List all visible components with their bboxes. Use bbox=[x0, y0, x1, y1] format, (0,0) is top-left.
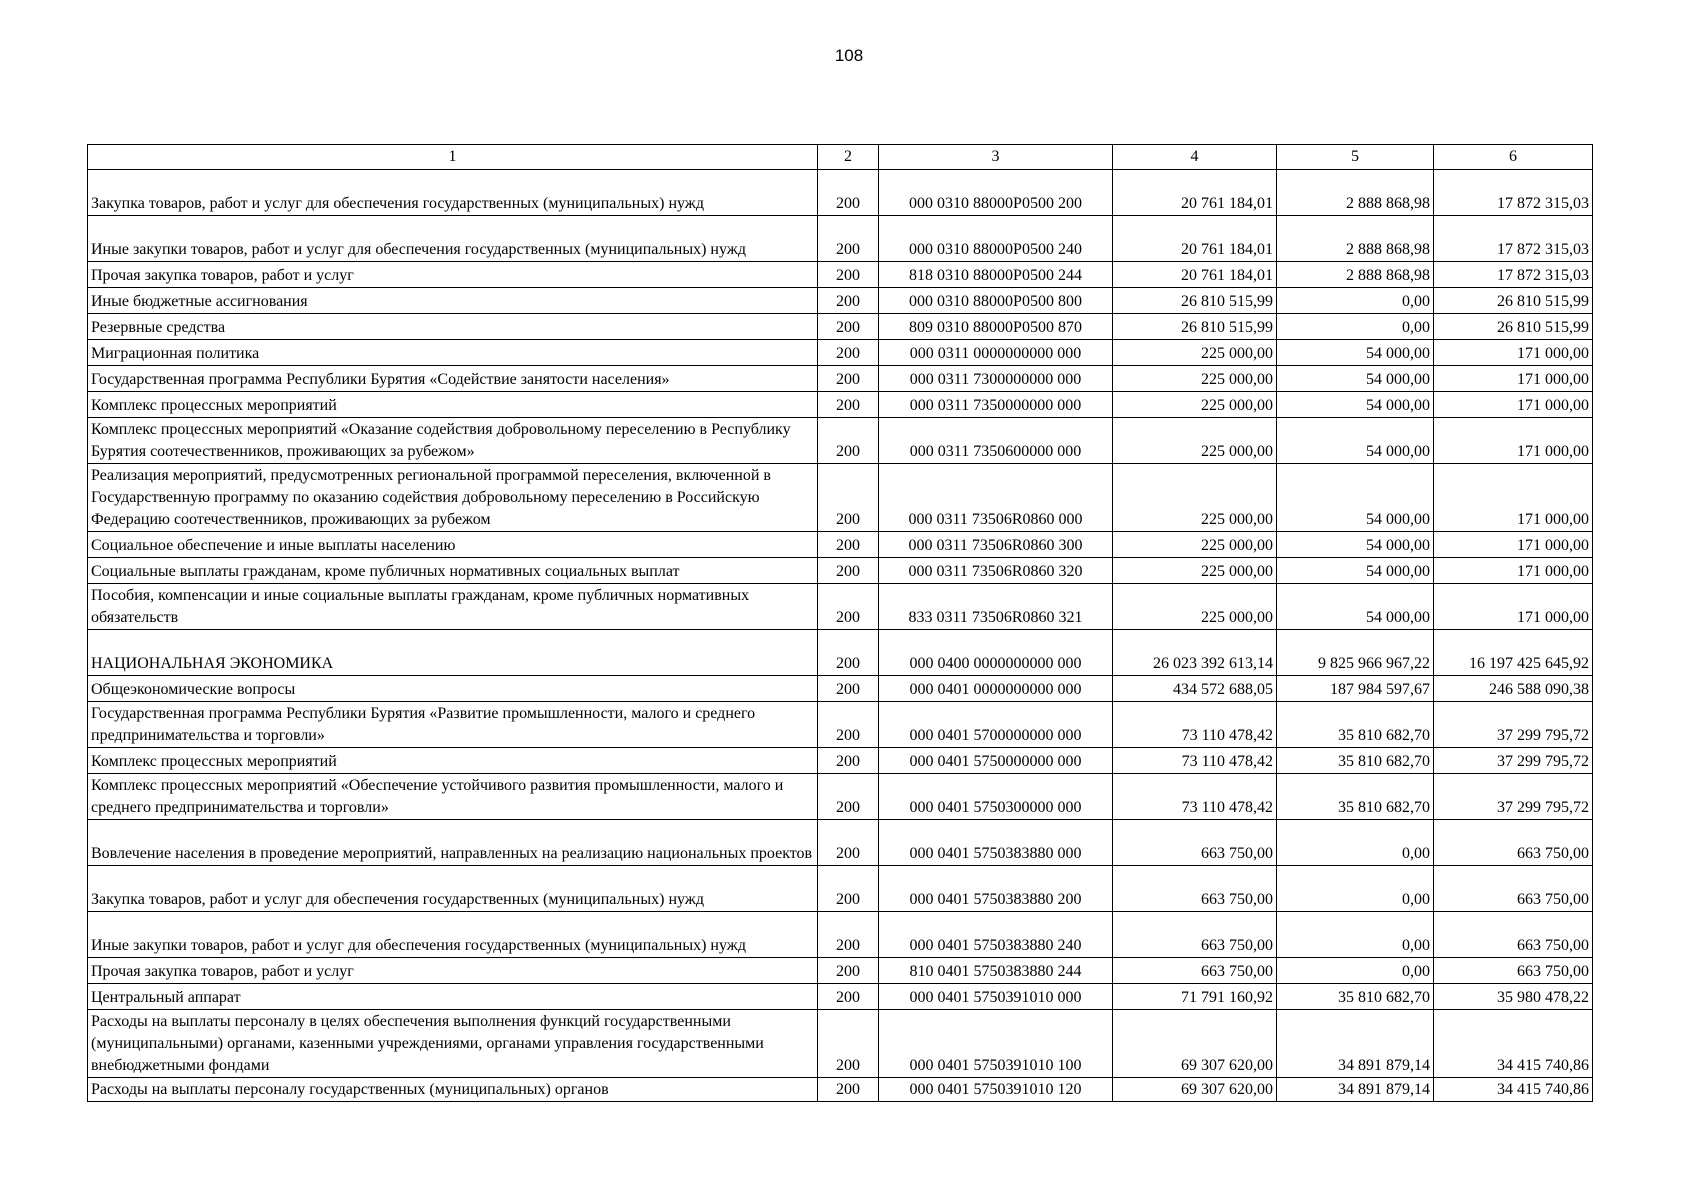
row-column-6-value: 171 000,00 bbox=[1434, 340, 1593, 366]
row-column-5-value: 0,00 bbox=[1277, 912, 1434, 958]
table-row bbox=[88, 866, 1593, 912]
row-column-4-value: 26 023 392 613,14 bbox=[1113, 630, 1277, 676]
row-column-5-value: 2 888 868,98 bbox=[1277, 216, 1434, 262]
row-column-6-value: 34 415 740,86 bbox=[1434, 1078, 1593, 1102]
row-column-5-value: 35 810 682,70 bbox=[1277, 984, 1434, 1010]
row-grbs-code: 200 bbox=[818, 464, 879, 532]
row-name: Закупка товаров, работ и услуг для обеспечения государственных (муниципальных) нужд bbox=[88, 170, 818, 216]
row-column-6-value: 17 872 315,03 bbox=[1434, 170, 1593, 216]
row-grbs-code: 200 bbox=[818, 630, 879, 676]
row-budget-code: 000 0311 73506R0860 300 bbox=[879, 532, 1113, 558]
row-column-6-value: 246 588 090,38 bbox=[1434, 676, 1593, 702]
row-column-6-value: 37 299 795,72 bbox=[1434, 748, 1593, 774]
table-row bbox=[88, 418, 1593, 464]
row-name: Комплекс процессных мероприятий bbox=[88, 748, 818, 774]
column-header-6: 6 bbox=[1434, 145, 1593, 170]
row-name: Закупка товаров, работ и услуг для обеспечения государственных (муниципальных) нужд bbox=[88, 866, 818, 912]
column-header-1: 1 bbox=[88, 145, 818, 170]
row-budget-code: 000 0311 0000000000 000 bbox=[879, 340, 1113, 366]
row-column-6-value: 34 415 740,86 bbox=[1434, 1010, 1593, 1078]
row-budget-code: 809 0310 88000Р0500 870 bbox=[879, 314, 1113, 340]
row-column-5-value: 54 000,00 bbox=[1277, 418, 1434, 464]
row-name: Расходы на выплаты персоналу государственных (муниципальных) органов bbox=[88, 1078, 818, 1102]
row-column-5-value: 0,00 bbox=[1277, 820, 1434, 866]
row-column-4-value: 663 750,00 bbox=[1113, 820, 1277, 866]
row-name: Прочая закупка товаров, работ и услуг bbox=[88, 262, 818, 288]
row-column-6-value: 17 872 315,03 bbox=[1434, 216, 1593, 262]
page-number: 108 bbox=[834, 46, 864, 65]
row-name: Вовлечение населения в проведение мероприятий, направленных на реализацию национальных проектов bbox=[88, 820, 818, 866]
row-grbs-code: 200 bbox=[818, 366, 879, 392]
row-budget-code: 810 0401 5750383880 244 bbox=[879, 958, 1113, 984]
row-grbs-code: 200 bbox=[818, 748, 879, 774]
row-column-4-value: 225 000,00 bbox=[1113, 418, 1277, 464]
table-row bbox=[88, 1010, 1593, 1078]
row-column-6-value: 16 197 425 645,92 bbox=[1434, 630, 1593, 676]
row-column-5-value: 54 000,00 bbox=[1277, 366, 1434, 392]
table-row bbox=[88, 984, 1593, 1010]
row-grbs-code: 200 bbox=[818, 170, 879, 216]
row-budget-code: 000 0311 7350000000 000 bbox=[879, 392, 1113, 418]
row-grbs-code: 200 bbox=[818, 584, 879, 630]
row-budget-code: 000 0401 5750391010 120 bbox=[879, 1078, 1113, 1102]
row-column-6-value: 663 750,00 bbox=[1434, 958, 1593, 984]
row-column-5-value: 54 000,00 bbox=[1277, 392, 1434, 418]
row-grbs-code: 200 bbox=[818, 314, 879, 340]
row-column-4-value: 69 307 620,00 bbox=[1113, 1078, 1277, 1102]
row-budget-code: 000 0401 5750383880 200 bbox=[879, 866, 1113, 912]
table-row bbox=[88, 584, 1593, 630]
row-grbs-code: 200 bbox=[818, 866, 879, 912]
row-column-6-value: 663 750,00 bbox=[1434, 820, 1593, 866]
row-budget-code: 000 0311 7300000000 000 bbox=[879, 366, 1113, 392]
row-column-6-value: 26 810 515,99 bbox=[1434, 288, 1593, 314]
row-column-4-value: 225 000,00 bbox=[1113, 532, 1277, 558]
row-column-5-value: 34 891 879,14 bbox=[1277, 1010, 1434, 1078]
row-column-4-value: 225 000,00 bbox=[1113, 464, 1277, 532]
table-row bbox=[88, 748, 1593, 774]
row-column-5-value: 54 000,00 bbox=[1277, 532, 1434, 558]
row-column-4-value: 20 761 184,01 bbox=[1113, 216, 1277, 262]
row-column-4-value: 20 761 184,01 bbox=[1113, 170, 1277, 216]
row-column-5-value: 0,00 bbox=[1277, 866, 1434, 912]
row-column-4-value: 69 307 620,00 bbox=[1113, 1010, 1277, 1078]
row-column-4-value: 663 750,00 bbox=[1113, 958, 1277, 984]
row-column-4-value: 663 750,00 bbox=[1113, 912, 1277, 958]
table-row bbox=[88, 392, 1593, 418]
table-row bbox=[88, 676, 1593, 702]
column-header-5: 5 bbox=[1277, 145, 1434, 170]
row-grbs-code: 200 bbox=[818, 676, 879, 702]
row-grbs-code: 200 bbox=[818, 1078, 879, 1102]
row-column-4-value: 225 000,00 bbox=[1113, 558, 1277, 584]
row-column-5-value: 9 825 966 967,22 bbox=[1277, 630, 1434, 676]
row-budget-code: 000 0401 5750383880 000 bbox=[879, 820, 1113, 866]
row-name: Прочая закупка товаров, работ и услуг bbox=[88, 958, 818, 984]
row-column-4-value: 225 000,00 bbox=[1113, 340, 1277, 366]
row-budget-code: 000 0401 0000000000 000 bbox=[879, 676, 1113, 702]
table-header-row bbox=[88, 145, 1593, 170]
row-column-6-value: 171 000,00 bbox=[1434, 366, 1593, 392]
row-grbs-code: 200 bbox=[818, 912, 879, 958]
table-row bbox=[88, 314, 1593, 340]
table-row bbox=[88, 774, 1593, 820]
row-budget-code: 000 0401 5750000000 000 bbox=[879, 748, 1113, 774]
row-column-5-value: 0,00 bbox=[1277, 958, 1434, 984]
row-name: Пособия, компенсации и иные социальные выплаты гражданам, кроме публичных нормативных обязательств bbox=[88, 584, 818, 630]
row-grbs-code: 200 bbox=[818, 288, 879, 314]
row-grbs-code: 200 bbox=[818, 958, 879, 984]
row-column-5-value: 34 891 879,14 bbox=[1277, 1078, 1434, 1102]
row-name: Комплекс процессных мероприятий «Оказание содействия добровольному переселению в Республику Бурятия соотечественников, проживающих за рубежом» bbox=[88, 418, 818, 464]
table-row bbox=[88, 170, 1593, 216]
table-row bbox=[88, 558, 1593, 584]
row-name: Реализация мероприятий, предусмотренных региональной программой переселения, включенной в Государственную программу по оказанию содействия добровольному переселению в Российскую Федерацию соотечественников, проживающих за рубежом bbox=[88, 464, 818, 532]
row-name: Резервные средства bbox=[88, 314, 818, 340]
row-budget-code: 000 0310 88000Р0500 200 bbox=[879, 170, 1113, 216]
row-column-4-value: 26 810 515,99 bbox=[1113, 288, 1277, 314]
row-name: Иные закупки товаров, работ и услуг для обеспечения государственных (муниципальных) нужд bbox=[88, 216, 818, 262]
row-name: Общеэкономические вопросы bbox=[88, 676, 818, 702]
row-column-6-value: 35 980 478,22 bbox=[1434, 984, 1593, 1010]
row-column-6-value: 663 750,00 bbox=[1434, 912, 1593, 958]
row-column-6-value: 37 299 795,72 bbox=[1434, 702, 1593, 748]
table-row bbox=[88, 630, 1593, 676]
table-row bbox=[88, 820, 1593, 866]
row-name: Центральный аппарат bbox=[88, 984, 818, 1010]
row-column-5-value: 187 984 597,67 bbox=[1277, 676, 1434, 702]
row-column-6-value: 171 000,00 bbox=[1434, 558, 1593, 584]
row-budget-code: 000 0310 88000Р0500 240 bbox=[879, 216, 1113, 262]
row-column-6-value: 17 872 315,03 bbox=[1434, 262, 1593, 288]
row-grbs-code: 200 bbox=[818, 558, 879, 584]
table-row bbox=[88, 532, 1593, 558]
table-row bbox=[88, 340, 1593, 366]
row-budget-code: 000 0310 88000Р0500 800 bbox=[879, 288, 1113, 314]
row-column-4-value: 71 791 160,92 bbox=[1113, 984, 1277, 1010]
row-column-4-value: 225 000,00 bbox=[1113, 366, 1277, 392]
row-column-4-value: 225 000,00 bbox=[1113, 584, 1277, 630]
row-column-5-value: 35 810 682,70 bbox=[1277, 748, 1434, 774]
row-name: Государственная программа Республики Бурятия «Содействие занятости населения» bbox=[88, 366, 818, 392]
row-column-6-value: 171 000,00 bbox=[1434, 532, 1593, 558]
row-name: Расходы на выплаты персоналу в целях обеспечения выполнения функций государственными (муниципальными) органами, казенными учреждениями, органами управления государственными внебюджетными фондами bbox=[88, 1010, 818, 1078]
row-column-5-value: 0,00 bbox=[1277, 288, 1434, 314]
row-column-4-value: 73 110 478,42 bbox=[1113, 774, 1277, 820]
row-budget-code: 000 0311 7350600000 000 bbox=[879, 418, 1113, 464]
row-column-5-value: 54 000,00 bbox=[1277, 464, 1434, 532]
row-name: Иные бюджетные ассигнования bbox=[88, 288, 818, 314]
row-grbs-code: 200 bbox=[818, 532, 879, 558]
row-budget-code: 000 0401 5750383880 240 bbox=[879, 912, 1113, 958]
column-header-3: 3 bbox=[879, 145, 1113, 170]
row-column-4-value: 434 572 688,05 bbox=[1113, 676, 1277, 702]
row-grbs-code: 200 bbox=[818, 392, 879, 418]
table-row bbox=[88, 262, 1593, 288]
budget-table bbox=[87, 144, 1593, 1102]
row-column-5-value: 54 000,00 bbox=[1277, 558, 1434, 584]
column-header-2: 2 bbox=[818, 145, 879, 170]
row-name: Социальное обеспечение и иные выплаты населению bbox=[88, 532, 818, 558]
row-budget-code: 000 0401 5750391010 000 bbox=[879, 984, 1113, 1010]
row-budget-code: 000 0311 73506R0860 320 bbox=[879, 558, 1113, 584]
table-row bbox=[88, 216, 1593, 262]
table-row bbox=[88, 366, 1593, 392]
row-column-6-value: 171 000,00 bbox=[1434, 584, 1593, 630]
row-budget-code: 000 0311 73506R0860 000 bbox=[879, 464, 1113, 532]
row-name: Иные закупки товаров, работ и услуг для обеспечения государственных (муниципальных) нужд bbox=[88, 912, 818, 958]
row-column-4-value: 26 810 515,99 bbox=[1113, 314, 1277, 340]
row-grbs-code: 200 bbox=[818, 774, 879, 820]
row-name: Социальные выплаты гражданам, кроме публичных нормативных социальных выплат bbox=[88, 558, 818, 584]
row-column-6-value: 171 000,00 bbox=[1434, 418, 1593, 464]
row-column-5-value: 2 888 868,98 bbox=[1277, 262, 1434, 288]
row-column-4-value: 73 110 478,42 bbox=[1113, 702, 1277, 748]
row-grbs-code: 200 bbox=[818, 262, 879, 288]
row-name: Государственная программа Республики Бурятия «Развитие промышленности, малого и среднего предпринимательства и торговли» bbox=[88, 702, 818, 748]
row-column-6-value: 663 750,00 bbox=[1434, 866, 1593, 912]
row-column-4-value: 225 000,00 bbox=[1113, 392, 1277, 418]
row-budget-code: 000 0401 5750391010 100 bbox=[879, 1010, 1113, 1078]
table-row bbox=[88, 702, 1593, 748]
row-budget-code: 000 0400 0000000000 000 bbox=[879, 630, 1113, 676]
table-row bbox=[88, 958, 1593, 984]
row-budget-code: 000 0401 5700000000 000 bbox=[879, 702, 1113, 748]
row-column-5-value: 2 888 868,98 bbox=[1277, 170, 1434, 216]
column-header-4: 4 bbox=[1113, 145, 1277, 170]
row-budget-code: 818 0310 88000Р0500 244 bbox=[879, 262, 1113, 288]
row-name: Миграционная политика bbox=[88, 340, 818, 366]
row-column-6-value: 26 810 515,99 bbox=[1434, 314, 1593, 340]
row-column-5-value: 0,00 bbox=[1277, 314, 1434, 340]
row-name: Комплекс процессных мероприятий bbox=[88, 392, 818, 418]
table-row bbox=[88, 288, 1593, 314]
table-row bbox=[88, 912, 1593, 958]
row-column-4-value: 20 761 184,01 bbox=[1113, 262, 1277, 288]
row-grbs-code: 200 bbox=[818, 984, 879, 1010]
row-grbs-code: 200 bbox=[818, 418, 879, 464]
row-column-5-value: 35 810 682,70 bbox=[1277, 702, 1434, 748]
row-column-6-value: 171 000,00 bbox=[1434, 464, 1593, 532]
table-body bbox=[88, 170, 1593, 1102]
table-row bbox=[88, 1078, 1593, 1102]
row-grbs-code: 200 bbox=[818, 340, 879, 366]
row-column-6-value: 171 000,00 bbox=[1434, 392, 1593, 418]
row-column-5-value: 35 810 682,70 bbox=[1277, 774, 1434, 820]
row-column-6-value: 37 299 795,72 bbox=[1434, 774, 1593, 820]
row-column-5-value: 54 000,00 bbox=[1277, 584, 1434, 630]
row-grbs-code: 200 bbox=[818, 820, 879, 866]
row-column-5-value: 54 000,00 bbox=[1277, 340, 1434, 366]
row-grbs-code: 200 bbox=[818, 1010, 879, 1078]
row-name: Комплекс процессных мероприятий «Обеспечение устойчивого развития промышленности, малого и среднего предпринимательства и торговли» bbox=[88, 774, 818, 820]
row-grbs-code: 200 bbox=[818, 702, 879, 748]
row-column-4-value: 663 750,00 bbox=[1113, 866, 1277, 912]
table-row bbox=[88, 464, 1593, 532]
row-column-4-value: 73 110 478,42 bbox=[1113, 748, 1277, 774]
row-budget-code: 833 0311 73506R0860 321 bbox=[879, 584, 1113, 630]
row-grbs-code: 200 bbox=[818, 216, 879, 262]
row-budget-code: 000 0401 5750300000 000 bbox=[879, 774, 1113, 820]
row-name: НАЦИОНАЛЬНАЯ ЭКОНОМИКА bbox=[88, 630, 818, 676]
